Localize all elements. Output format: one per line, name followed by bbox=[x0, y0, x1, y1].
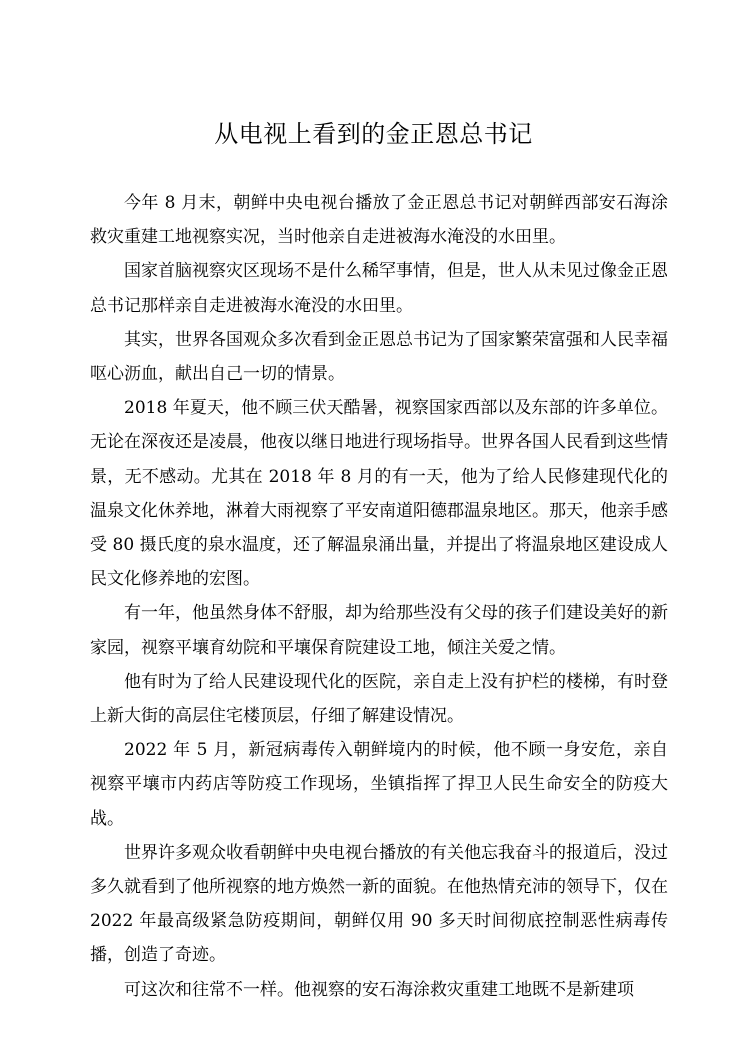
article-body bbox=[90, 186, 668, 1007]
paragraph: 有一年，他虽然身体不舒服，却为给那些没有父母的孩子们建设美好的新家园，视察平壤育幼院和平壤保育院建设工地，倾注关爱之情。 bbox=[90, 603, 668, 658]
page-title: 从电视上看到的金正恩总书记 bbox=[214, 120, 533, 148]
paragraph: 其实，世界各国观众多次看到金正恩总书记为了国家繁荣富强和人民幸福呕心沥血，献出自己一切的情景。 bbox=[90, 329, 668, 385]
paragraph: 世界许多观众收看朝鲜中央电视台播放的有关他忘我奋斗的报道后，没过多久就看到了他所视察的地方焕然一新的面貌。在他热情充沛的领导下，仅在 2022 年最高级紧急防疫期间，朝鲜仅用 90 多天时间彻底控制恶性病毒传播，创造了奇迹。 bbox=[90, 842, 668, 966]
paragraph: 国家首脑视察灾区现场不是什么稀罕事情，但是，世人从未见过像金正恩总书记那样亲自走进被海水淹没的水田里。 bbox=[90, 261, 668, 316]
paragraph: 可这次和往常不一样。他视察的安石海涂救灾重建工地既不是新建项 bbox=[124, 979, 634, 1000]
paragraph: 2022 年 5 月，新冠病毒传入朝鲜境内的时候，他不顾一身安危，亲自视察平壤市内药店等防疫工作现场，坐镇指挥了捍卫人民生命安全的防疫大战。 bbox=[90, 740, 668, 829]
paragraph: 2018 年夏天，他不顾三伏天酷暑，视察国家西部以及东部的许多单位。无论在深夜还是凌晨，他夜以继日地进行现场指导。世界各国人民看到这些情景，无不感动。尤其在 2018 年 8 月的有一天，他为了给人民修建现代化的温泉文化休养地，淋着大雨视察了平安南道阳德郡温泉地区。那天，他亲手感受 80 摄氏度的泉水温度，还了解温泉涌出量，并提出了将温泉地区建设成人民文化修养地的宏图。 bbox=[90, 398, 668, 590]
paragraph: 他有时为了给人民建设现代化的医院，亲自走上没有护栏的楼梯，有时登上新大街的高层住宅楼顶层，仔细了解建设情况。 bbox=[90, 671, 668, 727]
paragraph: 今年 8 月末，朝鲜中央电视台播放了金正恩总书记对朝鲜西部安石海涂救灾重建工地视察实况，当时他亲自走进被海水淹没的水田里。 bbox=[90, 193, 668, 248]
